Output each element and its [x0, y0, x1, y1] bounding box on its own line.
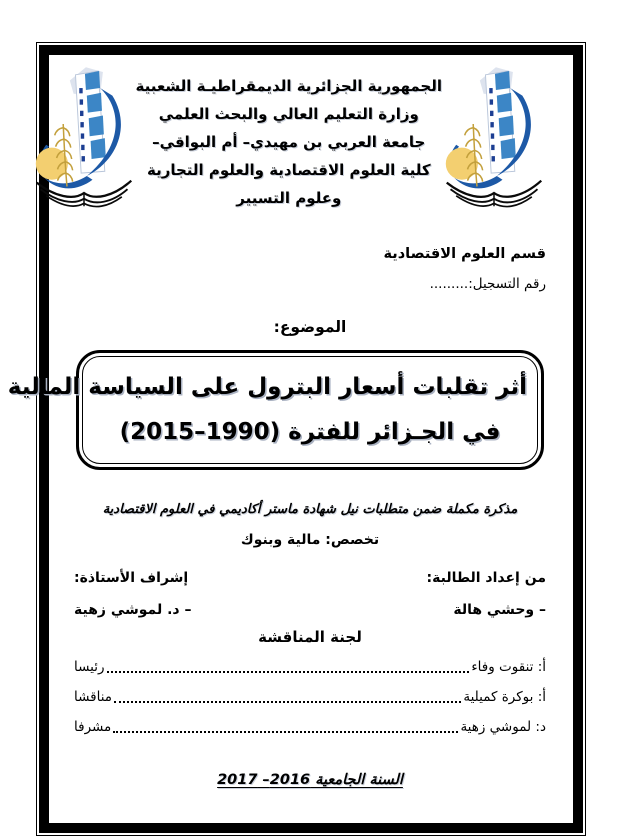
- memo-requirement-line: مذكرة مكملة ضمن متطلبات نيل شهادة ماستر أكاديمي في العلوم الاقتصادية: [102, 502, 518, 517]
- header: [74, 62, 546, 226]
- header-line-university: جامعة العربي بن مهيدي– أم البواقي–: [152, 133, 426, 151]
- dotted-leader: [113, 731, 458, 733]
- university-logo-left: [32, 62, 136, 220]
- member-role: رئيسا: [74, 659, 105, 675]
- supervisor-name: – د. لموشي زهية: [74, 602, 192, 618]
- page-content: [7, 54, 572, 824]
- header-line-faculty: كلية العلوم الاقتصادية والعلوم التجارية: [146, 161, 431, 179]
- student-name: – وحشي هالة: [453, 602, 546, 618]
- subject-label: الموضوع:: [273, 318, 347, 336]
- committee-list: [74, 659, 546, 736]
- academic-year: السنة الجامعية 2016– 2017: [217, 772, 403, 788]
- thesis-title-line-1: أثر تقلبات أسعار البترول على السياسة المالية: [7, 374, 527, 400]
- header-line-management: وعلوم التسيير: [236, 189, 342, 207]
- header-text-block: [136, 62, 442, 212]
- committee-row: [74, 689, 546, 706]
- thesis-title-box-inner: [7, 356, 538, 464]
- registration-number: رقم التسجيل:.........: [429, 276, 546, 292]
- member-role: مشرفا: [74, 719, 112, 735]
- thesis-title-line-2: في الجـزائر للفترة (1990–2015): [119, 419, 501, 445]
- member-name: أ: بوكرة كميلية: [463, 689, 546, 705]
- dotted-leader: [114, 701, 461, 703]
- university-logo-right: [442, 62, 546, 220]
- student-label: من إعداد الطالبة:: [426, 570, 546, 586]
- department-block: [74, 246, 546, 292]
- student-column: [427, 570, 546, 618]
- department-name: قسم العلوم الاقتصادية: [383, 246, 546, 262]
- committee-row: [74, 719, 546, 736]
- supervisor-column: [74, 570, 191, 618]
- header-line-ministry: وزارة التعليم العالي والبحث العلمي: [158, 105, 419, 123]
- member-name: أ: تنقوت وفاء: [471, 659, 546, 675]
- specialization-line: تخصص: مالية وبنوك: [240, 532, 380, 548]
- dotted-leader: [107, 671, 470, 673]
- people-row: [74, 570, 546, 618]
- thesis-title-box: [7, 350, 544, 470]
- header-line-republic: الجمهورية الجزائرية الديمقراطيـة الشعبية: [135, 77, 442, 95]
- committee-heading: لجنة المناقشة: [258, 628, 362, 646]
- committee-row: [74, 659, 546, 676]
- member-role: مناقشا: [74, 689, 113, 705]
- academic-year-line: [74, 772, 546, 788]
- member-name: د: لموشي زهية: [460, 719, 546, 735]
- supervisor-label: إشراف الأستاذة:: [74, 570, 189, 586]
